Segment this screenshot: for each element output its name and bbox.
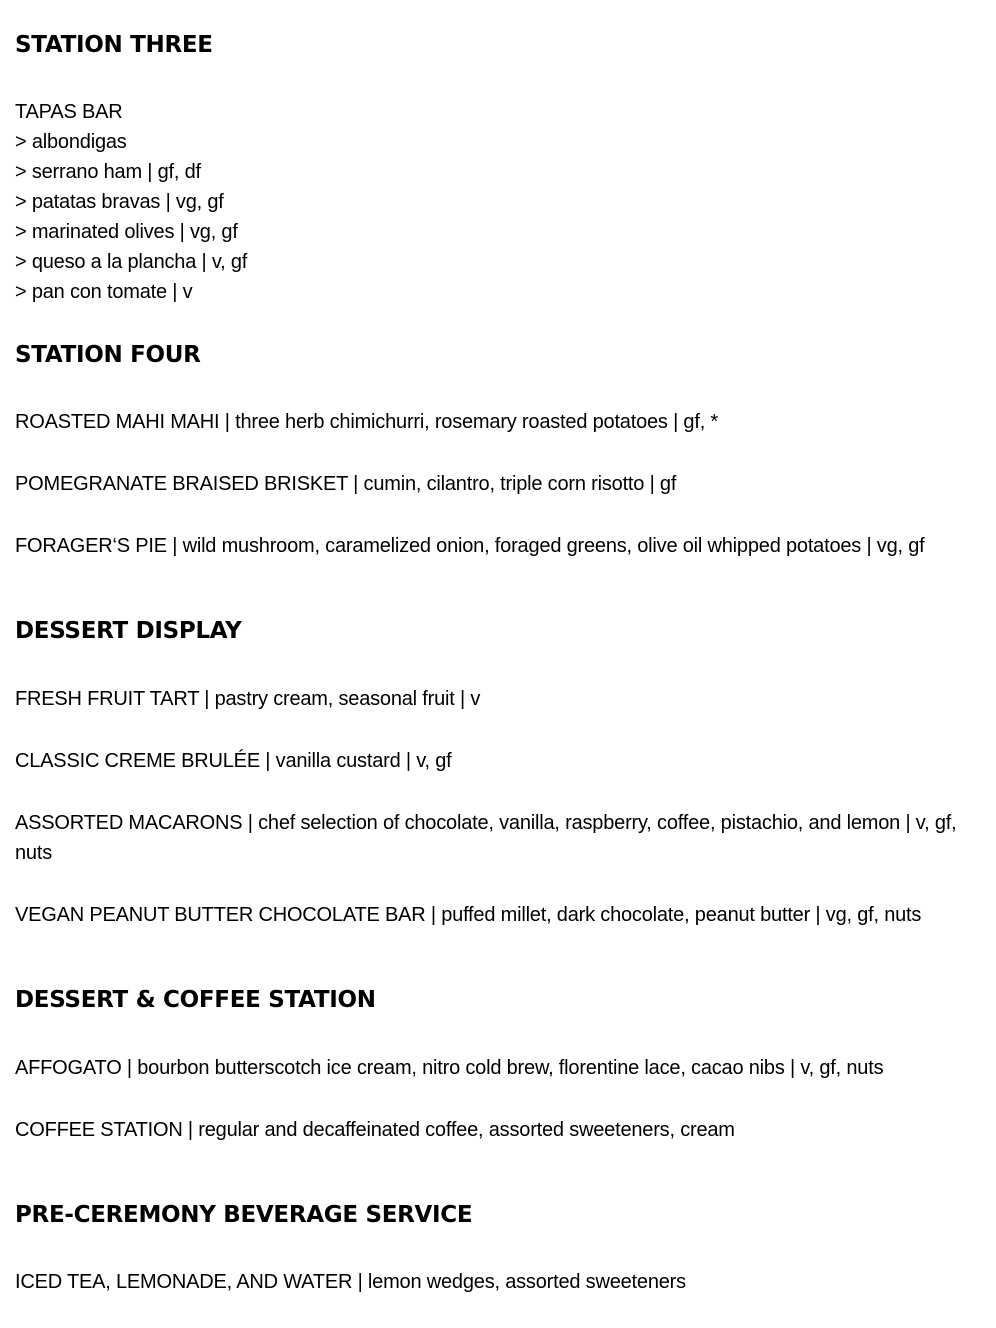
menu-item: > marinated olives | vg, gf <box>15 221 238 243</box>
menu-item: CLASSIC CREME BRULÉE | vanilla custard | v, gf <box>15 750 452 772</box>
menu-item: FRESH FRUIT TART | pastry cream, seasonal fruit | v <box>15 688 481 710</box>
menu-item: POMEGRANATE BRAISED BRISKET | cumin, cilantro, triple corn risotto | gf <box>15 473 677 495</box>
section-heading-station-four: STATION FOUR <box>15 342 201 368</box>
menu-item: > albondigas <box>15 131 127 153</box>
menu-item: ICED TEA, LEMONADE, AND WATER | lemon wedges, assorted sweeteners <box>15 1271 686 1293</box>
menu-item: > serrano ham | gf, df <box>15 161 201 183</box>
menu-item: COFFEE STATION | regular and decaffeinated coffee, assorted sweeteners, cream <box>15 1119 735 1141</box>
menu-item: FORAGER‘S PIE | wild mushroom, caramelized onion, foraged greens, olive oil whipped potatoes | vg, gf <box>15 535 925 557</box>
section-heading-pre-ceremony: PRE-CEREMONY BEVERAGE SERVICE <box>15 1202 473 1228</box>
section-heading-dessert-coffee: DESSERT & COFFEE STATION <box>15 987 376 1013</box>
menu-item: AFFOGATO | bourbon butterscotch ice cream, nitro cold brew, florentine lace, cacao nibs | v, gf, nuts <box>15 1057 884 1079</box>
menu-item: VEGAN PEANUT BUTTER CHOCOLATE BAR | puffed millet, dark chocolate, peanut butter | vg, gf, nuts <box>15 904 922 926</box>
menu-item: ROASTED MAHI MAHI | three herb chimichurri, rosemary roasted potatoes | gf, * <box>15 411 719 433</box>
menu-item: > queso a la plancha | v, gf <box>15 251 248 273</box>
section-heading-dessert-display: DESSERT DISPLAY <box>15 618 242 644</box>
tapas-bar-title: TAPAS BAR <box>15 101 123 123</box>
menu-item: ASSORTED MACARONS | chef selection of chocolate, vanilla, raspberry, coffee, pistachio, and lemon | v, gf, nuts <box>15 812 957 864</box>
section-heading-station-three: STATION THREE <box>15 32 213 58</box>
menu-item: > patatas bravas | vg, gf <box>15 191 224 213</box>
menu-item: > pan con tomate | v <box>15 281 193 303</box>
